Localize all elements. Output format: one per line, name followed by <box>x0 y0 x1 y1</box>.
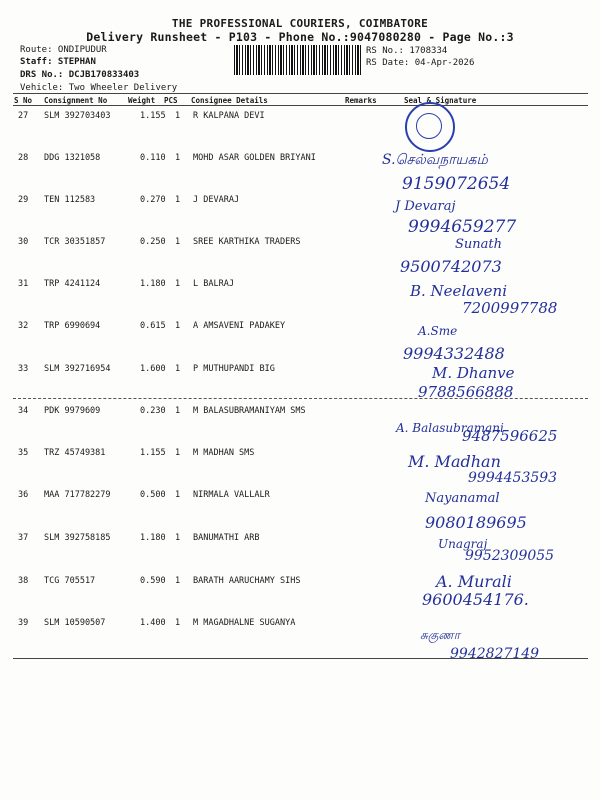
handwritten-phone: 9994453593 <box>468 470 558 486</box>
col-pcs: PCS <box>164 96 178 105</box>
vehicle: Vehicle: Two Wheeler Delivery <box>20 83 178 93</box>
row-consignee: A AMSAVENI PADAKEY <box>193 321 286 331</box>
staff: Staff: STEPHAN <box>20 57 96 67</box>
row-sno: 32 <box>18 321 29 331</box>
row-pcs: 1 <box>175 618 181 628</box>
row-weight: 1.155 <box>140 111 166 121</box>
col-consignment: Consignment No <box>44 96 108 105</box>
row-consignee: J DEVARAJ <box>193 195 240 205</box>
handwritten-phone: 9159072654 <box>402 174 511 194</box>
row-weight: 0.590 <box>140 576 166 586</box>
company-seal-stamp <box>405 102 455 152</box>
signature: B. Neelaveni <box>410 282 507 300</box>
row-weight: 0.615 <box>140 321 166 331</box>
row-weight: 0.500 <box>140 490 166 500</box>
row-consignment: PDK 9979609 <box>44 406 101 416</box>
rs-date: RS Date: 04-Apr-2026 <box>366 58 475 68</box>
row-weight: 1.400 <box>140 618 166 628</box>
row-consignee: M BALASUBRAMANIYAM SMS <box>193 406 306 416</box>
row-consignee: M MADHAN SMS <box>193 448 255 458</box>
handwritten-phone: 9994659277 <box>408 217 517 237</box>
col-weight: Weight <box>128 96 156 105</box>
header-top-line <box>13 93 588 94</box>
seal-inner-ring <box>416 113 442 139</box>
row-pcs: 1 <box>175 490 181 500</box>
row-consignee: R KALPANA DEVI <box>193 111 265 121</box>
signature: S.செல்வநாயகம் <box>382 152 488 168</box>
row-consignment: TCR 30351857 <box>44 237 106 247</box>
signature: A. Murali <box>436 572 512 591</box>
row-consignment: TEN 112583 <box>44 195 96 205</box>
row-pcs: 1 <box>175 153 181 163</box>
handwritten-phone: 9080189695 <box>425 513 527 532</box>
row-sno: 39 <box>18 618 29 628</box>
row-pcs: 1 <box>175 406 181 416</box>
row-sno: 30 <box>18 237 29 247</box>
row-consignment: SLM 392703403 <box>44 111 111 121</box>
row-weight: 0.250 <box>140 237 166 247</box>
row-weight: 1.180 <box>140 279 166 289</box>
signature: A.Sme <box>418 324 458 338</box>
route: Route: ONDIPUDUR <box>20 45 107 55</box>
company-title: THE PROFESSIONAL COURIERS, COIMBATORE <box>171 17 429 30</box>
signature: Sunath <box>455 237 502 252</box>
row-pcs: 1 <box>175 321 181 331</box>
row-consignment: SLM 392716954 <box>44 364 111 374</box>
row-sno: 38 <box>18 576 29 586</box>
row-consignee: NIRMALA VALLALR <box>193 490 270 500</box>
row-weight: 1.155 <box>140 448 166 458</box>
handwritten-phone: 9788566888 <box>418 383 514 401</box>
row-sno: 29 <box>18 195 29 205</box>
row-sno: 28 <box>18 153 29 163</box>
signature: சுகுணா <box>420 628 460 642</box>
header-bottom-line <box>13 105 588 106</box>
row-consignee: P MUTHUPANDI BIG <box>193 364 275 374</box>
signature: J Devaraj <box>395 199 456 214</box>
row-pcs: 1 <box>175 279 181 289</box>
signature: M. Madhan <box>408 452 501 471</box>
table-row <box>0 111 600 151</box>
row-consignee: MOHD ASAR GOLDEN BRIYANI <box>193 153 316 163</box>
row-pcs: 1 <box>175 364 181 374</box>
handwritten-phone: 7200997788 <box>462 299 558 317</box>
barcode <box>234 45 362 75</box>
row-consignee: M MAGADHALNE SUGANYA <box>193 618 296 628</box>
col-remarks: Remarks <box>345 96 377 105</box>
handwritten-phone: 9994332488 <box>403 344 505 363</box>
row-sno: 37 <box>18 533 29 543</box>
row-sno: 33 <box>18 364 29 374</box>
row-pcs: 1 <box>175 576 181 586</box>
drs-number: DRS No.: DCJB170833403 <box>20 70 140 80</box>
col-seal: Seal & Signature <box>404 96 477 105</box>
row-pcs: 1 <box>175 237 181 247</box>
row-pcs: 1 <box>175 195 181 205</box>
handwritten-phone: 9487596625 <box>462 427 558 445</box>
row-sno: 34 <box>18 406 29 416</box>
signature: Unagraj <box>438 537 488 551</box>
runsheet-subtitle: Delivery Runsheet - P103 - Phone No.:9047080280 - Page No.:3 <box>86 30 514 44</box>
row-pcs: 1 <box>175 111 181 121</box>
row-weight: 1.600 <box>140 364 166 374</box>
row-consignee: L BALRAJ <box>193 279 234 289</box>
row-consignment: SLM 392758185 <box>44 533 111 543</box>
handwritten-phone: 9942827149 <box>450 646 540 662</box>
row-consignment: MAA 717782279 <box>44 490 111 500</box>
row-weight: 1.180 <box>140 533 166 543</box>
row-sno: 36 <box>18 490 29 500</box>
row-weight: 0.270 <box>140 195 166 205</box>
col-sno: S No <box>14 96 33 105</box>
row-sno: 27 <box>18 111 29 121</box>
row-consignee: BARATH AARUCHAMY SIHS <box>193 576 301 586</box>
row-consignee: SREE KARTHIKA TRADERS <box>193 237 301 247</box>
rs-number: RS No.: 1708334 <box>366 46 448 56</box>
col-consignee: Consignee Details <box>191 96 268 105</box>
signature: A. Balasubramani <box>396 421 504 435</box>
row-sno: 35 <box>18 448 29 458</box>
signature: M. Dhanve <box>432 364 515 382</box>
row-pcs: 1 <box>175 533 181 543</box>
row-weight: 0.230 <box>140 406 166 416</box>
row-consignment: TRP 6990694 <box>44 321 101 331</box>
row-consignee: BANUMATHI ARB <box>193 533 260 543</box>
row-sno: 31 <box>18 279 29 289</box>
row-consignment: SLM 10590507 <box>44 618 106 628</box>
row-pcs: 1 <box>175 448 181 458</box>
table-row <box>0 237 600 277</box>
table-row <box>0 321 600 361</box>
row-weight: 0.110 <box>140 153 166 163</box>
signature: Nayanamal <box>425 491 500 506</box>
handwritten-phone: 9600454176. <box>422 590 529 609</box>
handwritten-phone: 9500742073 <box>400 257 502 276</box>
row-consignment: DDG 1321058 <box>44 153 101 163</box>
row-consignment: TCG 705517 <box>44 576 96 586</box>
row-consignment: TRZ 45749381 <box>44 448 106 458</box>
handwritten-phone: 9952309055 <box>465 548 555 564</box>
row-consignment: TRP 4241124 <box>44 279 101 289</box>
